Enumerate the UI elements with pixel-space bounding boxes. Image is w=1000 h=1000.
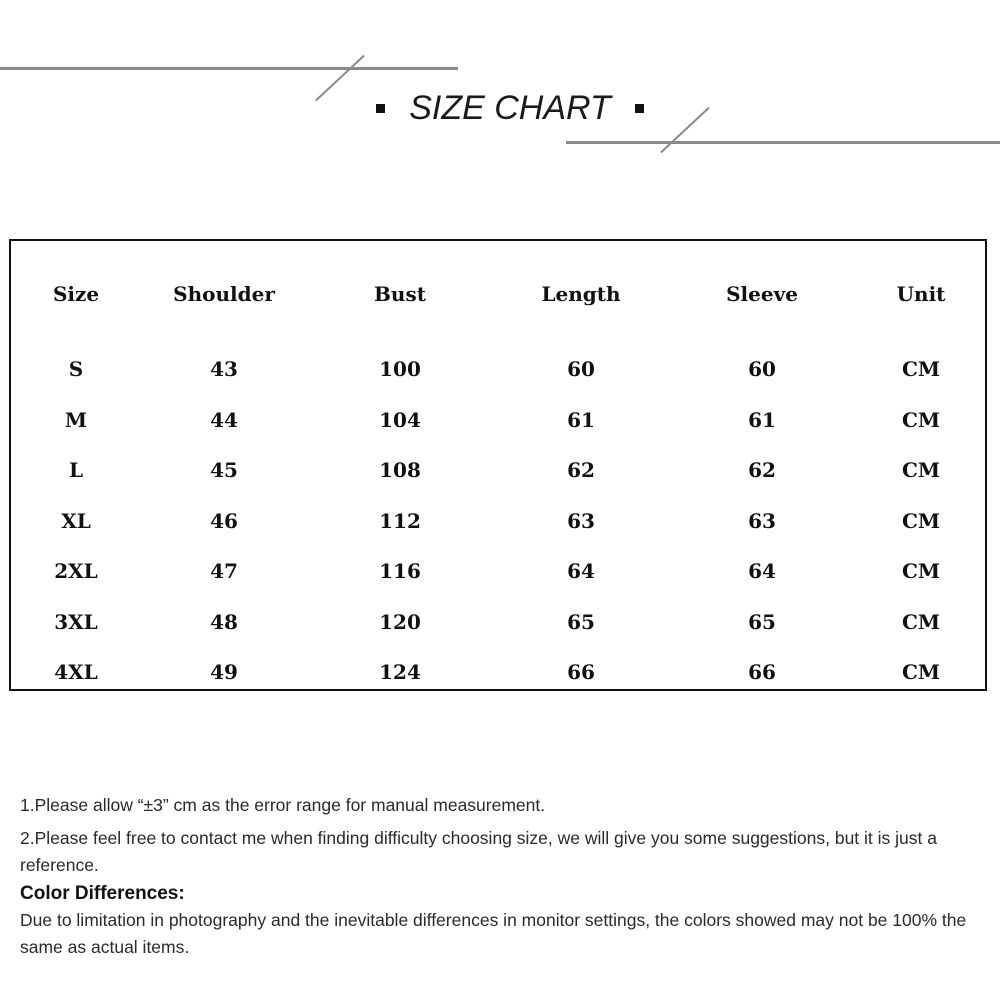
title-right-bullet	[635, 104, 644, 113]
cell-shoulder: 44	[210, 407, 238, 432]
color-differences-text: Due to limitation in photography and the inevitable differences in monitor settings, the colors showed may not be 100% the same as actual items.	[20, 910, 967, 957]
title-left-bullet	[376, 104, 385, 113]
cell-sleeve: 61	[748, 407, 776, 432]
cell-length: 63	[567, 508, 595, 533]
note-contact: 2.Please feel free to contact me when finding difficulty choosing size, we will give you some suggestions, but it is just a reference.	[20, 828, 937, 875]
cell-length: 65	[567, 609, 595, 634]
cell-sleeve: 66	[748, 660, 776, 684]
cell-unit: CM	[901, 357, 941, 381]
cell-shoulder: 43	[210, 357, 238, 381]
cell-bust: 120	[379, 609, 421, 634]
header-sleeve: Sleeve	[726, 282, 798, 306]
size-chart-table	[9, 239, 987, 691]
cell-unit: CM	[901, 508, 941, 533]
cell-bust: 100	[379, 357, 421, 381]
cell-shoulder: 47	[210, 559, 238, 583]
cell-sleeve: 63	[748, 508, 776, 533]
cell-unit: CM	[901, 660, 941, 684]
cell-length: 62	[567, 458, 595, 482]
header-unit: Unit	[896, 282, 946, 306]
cell-shoulder: 46	[210, 508, 238, 533]
cell-size: 2XL	[54, 559, 98, 583]
cell-length: 66	[567, 660, 595, 684]
cell-size: L	[68, 458, 84, 482]
cell-unit: CM	[901, 559, 941, 583]
cell-shoulder: 49	[210, 660, 238, 684]
header-length: Length	[541, 282, 621, 306]
cell-size: S	[68, 357, 84, 381]
cell-shoulder: 45	[210, 458, 238, 482]
cell-size: 3XL	[54, 609, 98, 634]
header-left-slash	[315, 55, 365, 101]
cell-size: XL	[61, 508, 91, 533]
cell-shoulder: 48	[210, 609, 238, 634]
header-bust: Bust	[374, 282, 426, 306]
notes-section	[20, 792, 985, 961]
cell-sleeve: 64	[748, 559, 776, 583]
cell-bust: 124	[379, 660, 421, 684]
cell-sleeve: 65	[748, 609, 776, 634]
cell-bust: 108	[379, 458, 421, 482]
cell-length: 60	[567, 357, 595, 381]
title-block	[360, 86, 660, 130]
cell-length: 61	[567, 407, 595, 432]
cell-unit: CM	[901, 407, 941, 432]
cell-size: M	[64, 407, 88, 432]
cell-sleeve: 60	[748, 357, 776, 381]
cell-unit: CM	[901, 609, 941, 634]
cell-bust: 104	[379, 407, 421, 432]
cell-size: 4XL	[54, 660, 98, 684]
cell-bust: 112	[379, 508, 421, 533]
note-error-range: 1.Please allow “±3” cm as the error range for manual measurement.	[20, 795, 546, 815]
cell-length: 64	[567, 559, 595, 583]
header-left-line	[0, 67, 458, 70]
cell-bust: 116	[379, 559, 421, 583]
page-title: SIZE CHART	[409, 88, 611, 127]
header-right-line	[566, 141, 1000, 144]
header-right-slash	[660, 107, 710, 153]
color-differences-heading: Color Differences:	[20, 883, 185, 904]
header-size: Size	[52, 282, 100, 306]
cell-unit: CM	[901, 458, 941, 482]
header-shoulder: Shoulder	[173, 282, 275, 306]
cell-sleeve: 62	[748, 458, 776, 482]
